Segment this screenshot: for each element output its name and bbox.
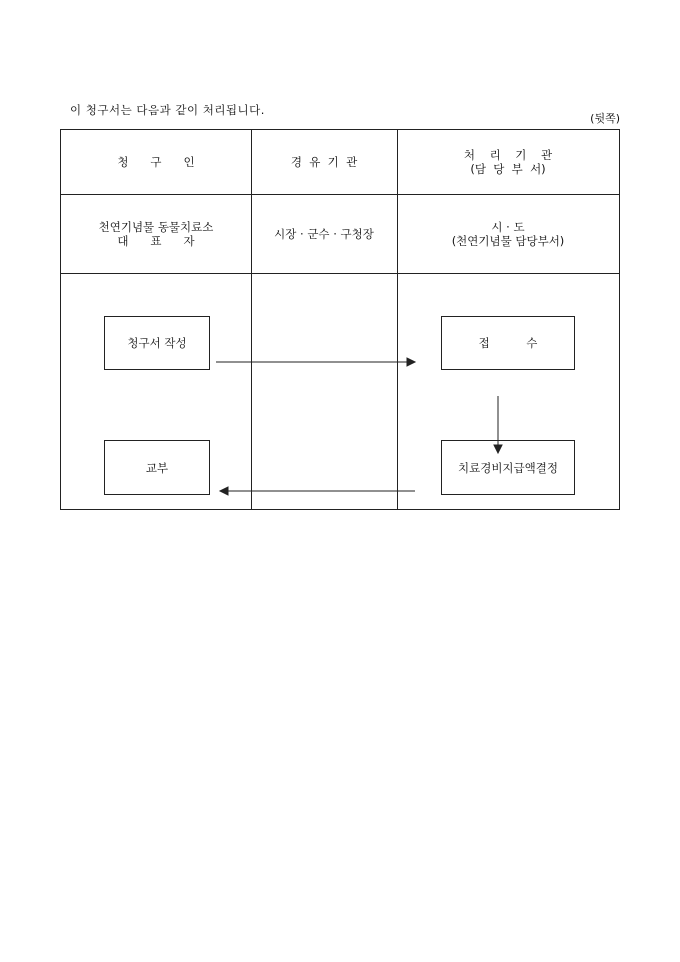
flow-box-receive-label: 접 수	[478, 336, 538, 350]
arrow-to-deliver-head	[220, 487, 228, 495]
header-via-agency-label: 경 유 기 관	[290, 154, 358, 169]
header-processing-agency-dept: (담 당 부 서)	[470, 162, 546, 176]
arrow-to-receive-head	[407, 358, 415, 366]
flow-box-decide-amount-label: 치료경비지급액결정	[458, 460, 558, 475]
arrow-to-decide-head	[494, 445, 502, 453]
intro-text: 이 청구서는 다음과 같이 처리됩니다.	[70, 103, 265, 117]
role-claimant-line2: 대 표 자	[117, 234, 195, 248]
processing-flow-table	[60, 129, 620, 510]
role-processing-agency-line2: (천연기념물 담당부서)	[451, 234, 565, 248]
back-side-note: (뒷쪽)	[590, 112, 620, 125]
flow-arrows	[61, 130, 619, 509]
role-processing-agency-line1: 시 · 도	[491, 219, 525, 234]
role-claimant-line1: 천연기념물 동물치료소	[98, 219, 214, 234]
header-processing-agency-label: 처 리 기 관	[463, 147, 553, 162]
flow-box-write-claim-label: 청구서 작성	[127, 336, 187, 350]
flow-box-deliver-label: 교부	[145, 460, 169, 475]
role-via-agency-label: 시장 · 군수 · 구청장	[274, 226, 374, 241]
header-claimant-label: 청 구 인	[117, 154, 195, 169]
